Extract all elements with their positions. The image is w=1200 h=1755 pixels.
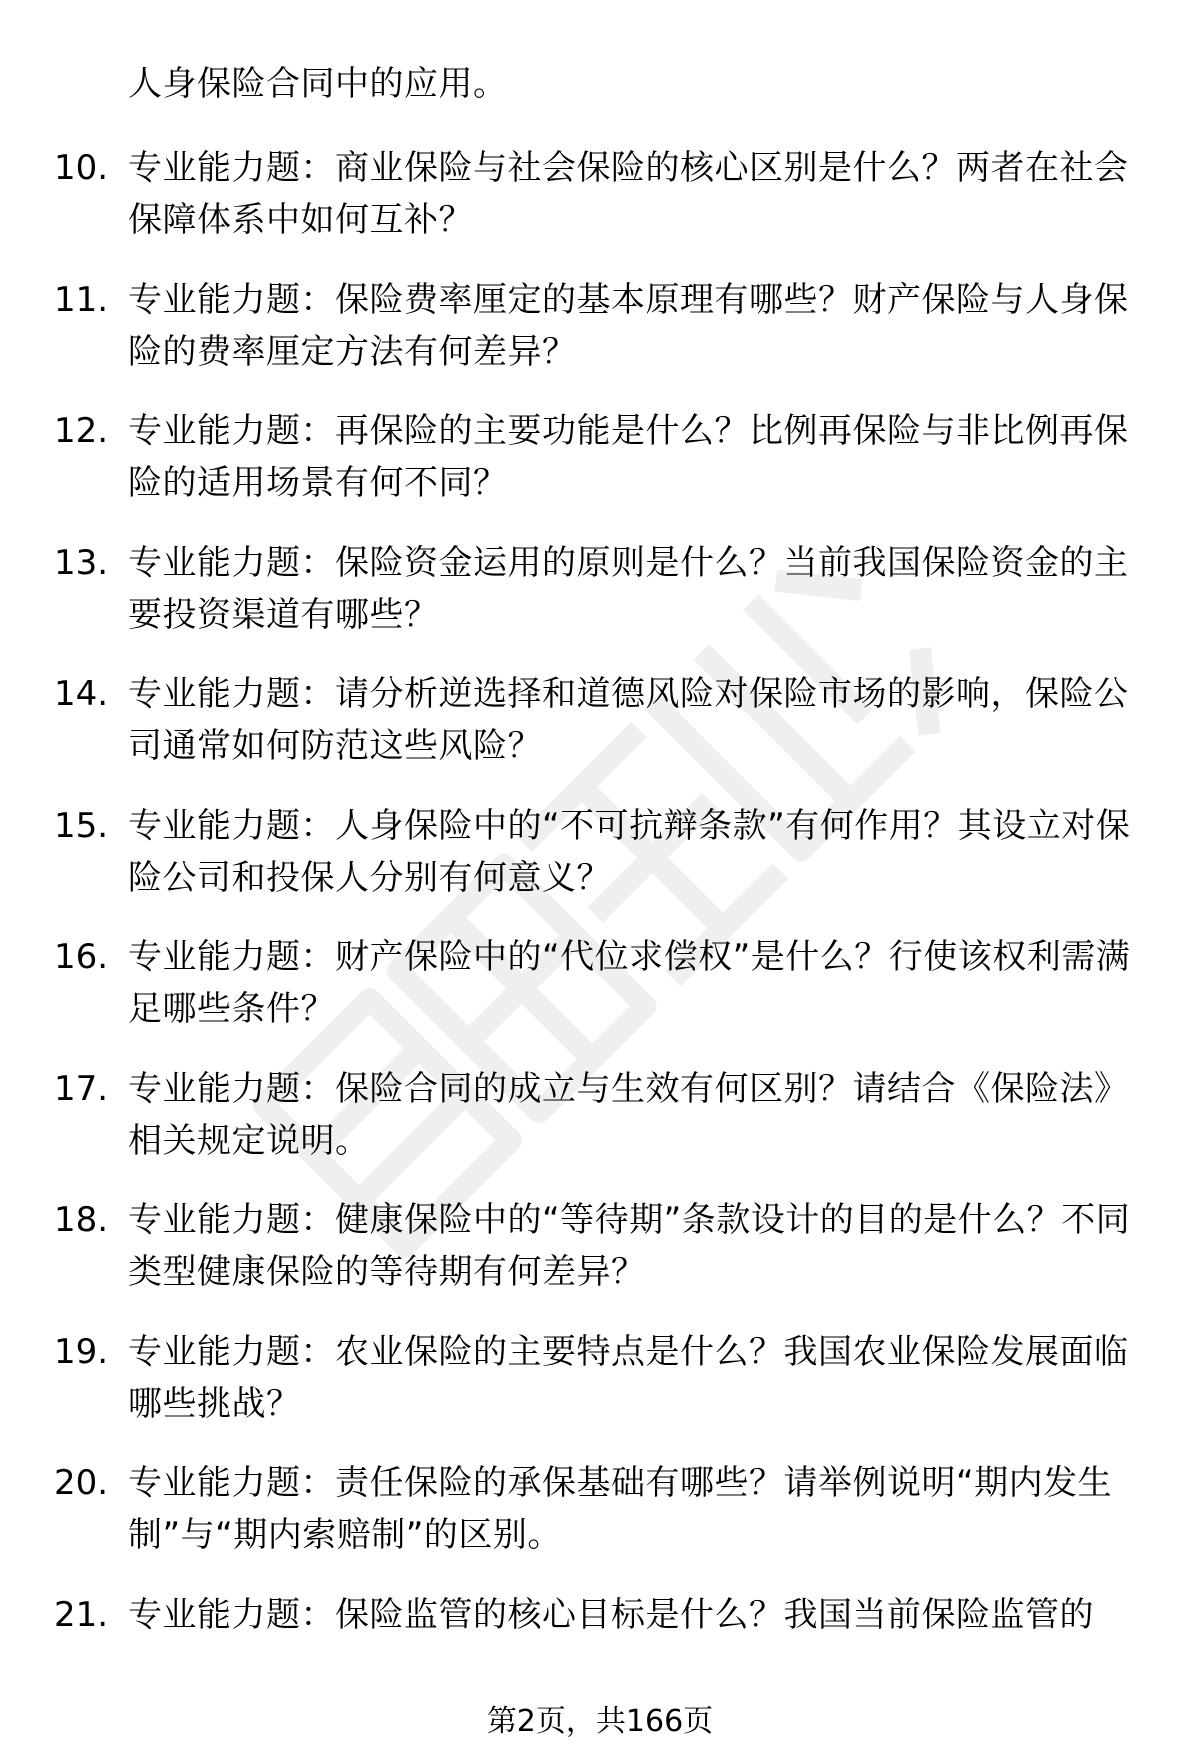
list-item: [0, 1326, 1200, 1458]
question-number: 13.: [54, 542, 109, 583]
question-text: 专业能力题：保险费率厘定的基本原理有哪些？财产保险与人身保险的费率厘定方法有何差异？: [128, 279, 1129, 372]
question-text: 专业能力题：财产保险中的“代位求偿权”是什么？行使该权利需满足哪些条件？: [128, 937, 1131, 1029]
list-item: [0, 800, 1200, 932]
question-text: 专业能力题：保险合同的成立与生效有何区别？请结合《保险法》相关规定说明。: [128, 1068, 1129, 1161]
continuation-text: 人身保险合同中的应用。: [128, 64, 508, 104]
question-number: 10.: [54, 148, 109, 188]
list-item: [0, 405, 1200, 537]
question-number: 17.: [54, 1068, 109, 1109]
question-number: 20.: [54, 1463, 109, 1503]
question-text: 专业能力题：请分析逆选择和道德风险对保险市场的影响，保险公司通常如何防范这些风险？: [128, 674, 1129, 766]
page-footer: 第2页，共166页: [486, 1704, 714, 1739]
list-item: [0, 142, 1200, 274]
question-number: 12.: [54, 411, 109, 451]
list-item: [0, 274, 1200, 406]
question-text: 专业能力题：商业保险与社会保险的核心区别是什么？两者在社会保障体系中如何互补？: [128, 148, 1129, 240]
question-number: 19.: [54, 1331, 109, 1372]
list-item: [0, 1457, 1200, 1589]
question-number: 18.: [54, 1200, 109, 1240]
question-text: 专业能力题：保险监管的核心目标是什么？我国当前保险监管的: [128, 1594, 1094, 1635]
list-item: [0, 1589, 1200, 1721]
question-number: 11.: [54, 279, 109, 320]
question-number: 16.: [54, 937, 109, 977]
list-item: [0, 1063, 1200, 1195]
question-text: 专业能力题：保险资金运用的原则是什么？当前我国保险资金的主要投资渠道有哪些？: [128, 542, 1129, 635]
question-number: 15.: [54, 805, 109, 846]
list-item: [0, 537, 1200, 669]
question-text: 专业能力题：人身保险中的“不可抗辩条款”有何作用？其设立对保险公司和投保人分别有何意义？: [128, 805, 1131, 898]
list-item: [0, 1194, 1200, 1326]
question-text: 专业能力题：健康保险中的“等待期”条款设计的目的是什么？不同类型健康保险的等待期有何差异？: [128, 1200, 1131, 1292]
question-text: 专业能力题：农业保险的主要特点是什么？我国农业保险发展面临哪些挑战？: [128, 1331, 1129, 1424]
question-text: 专业能力题：责任保险的承保基础有哪些？请举例说明“期内发生制”与“期内索赔制”的区别。: [128, 1463, 1113, 1555]
question-text: 专业能力题：再保险的主要功能是什么？比例再保险与非比例再保险的适用场景有何不同？: [128, 411, 1129, 503]
list-item: [0, 931, 1200, 1063]
question-number: 21.: [54, 1594, 109, 1635]
list-item: [0, 668, 1200, 800]
question-number: 14.: [54, 674, 109, 714]
question-list: [0, 142, 1200, 1720]
